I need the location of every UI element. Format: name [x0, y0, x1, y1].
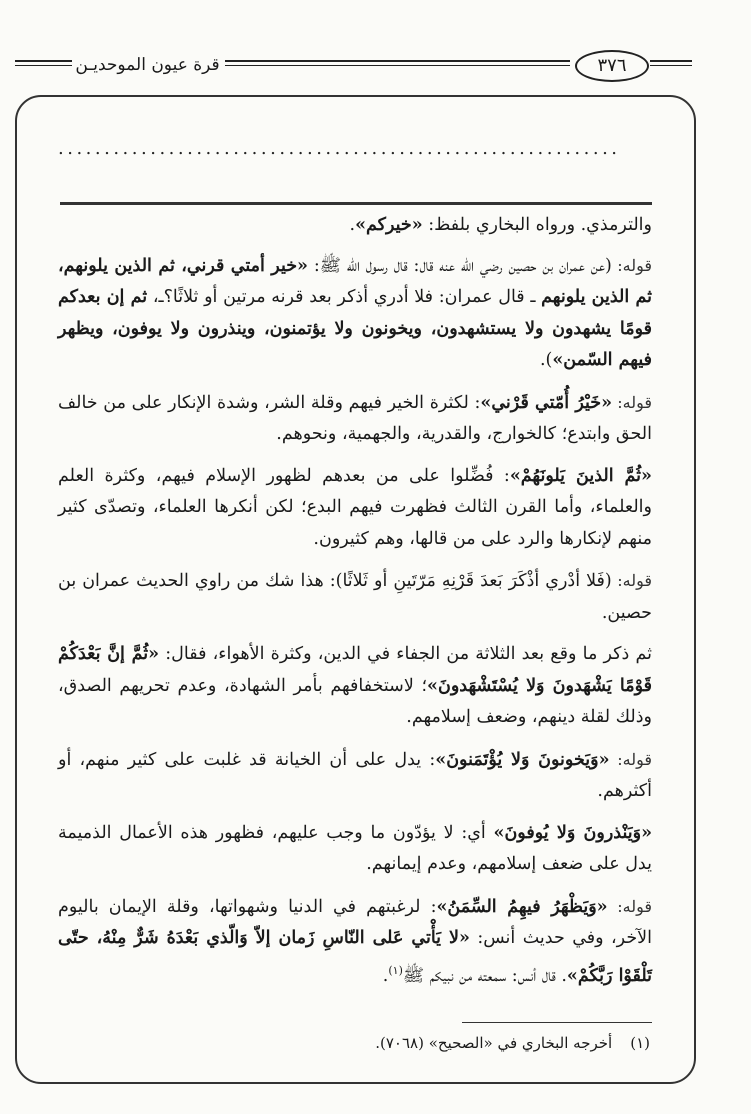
text: .	[382, 965, 389, 986]
lead-word: قوله:	[612, 392, 652, 412]
text: : لرغبتهم في الدنيا وشهواتها، وقلة الإيمان باليوم الآخر، وفي حديث أنس:	[58, 896, 652, 948]
body-text	[58, 210, 652, 1002]
text: ثم ذكر ما وقع بعد الثلاثة من الجفاء في الدين، وكثرة الأهواء، فقال:	[159, 644, 652, 664]
lead-word: قوله:	[609, 749, 652, 769]
hadith-quote: ثم إن بعدكم قومًا يشهدون ولا يستشهدون، ويخونون ولا يؤتمنون، وينذرون ولا يوفون، ويظهر فيهم السّمن»	[58, 287, 652, 370]
footnote-number: (١)	[630, 1034, 650, 1052]
paragraph	[58, 818, 652, 881]
hadith-quote: «لا يَأْتي عَلى النّاسِ زَمان إلاّ وَالّذي بَعْدَهُ شَرٌّ مِنْهُ، حتّى تَلْقَوْا رَبَّكُمْ»	[58, 928, 652, 986]
lead-word: قوله:	[611, 571, 653, 590]
text: أي: لا يؤدّون ما وجب عليهم، فظهور هذه الأعمال الذميمة يدل على ضعف إسلامهم، وعدم إيمانهم.	[58, 822, 652, 874]
paragraph	[58, 744, 652, 808]
lead-word: قوله:	[611, 255, 653, 275]
text: ).	[539, 350, 553, 370]
quote: «ثُمَّ إنَّ بَعْدَكُمْ قَوْمًا يَشْهَدونَ وَلا يُسْتَشْهَدونَ»	[58, 644, 652, 696]
text: والترمذي. ورواه البخاري بلفظ:	[422, 215, 652, 235]
quote: «وَيَظْهَرُ فيهِمُ السِّمَنُ»	[436, 896, 608, 917]
paragraph	[58, 210, 652, 242]
text: ـ قال عمران: فلا أدري أذكر بعد قرنه مرتين أو ثلاثًا؟ـ،	[147, 287, 542, 307]
paragraph	[58, 891, 652, 992]
text: . قال أنس: سمعته من نبيكم ﷺ	[402, 965, 567, 986]
paragraph	[58, 565, 652, 629]
quote: «وَيَنْذرونَ وَلا يُوفونَ»	[493, 822, 653, 843]
text: (فَلا أدْري أذْكَرَ بَعدَ قَرْنِهِ مَرّتَينِ أو ثَلاثًا): هذا شك من راوي الحديث عمران بن حصين.	[58, 571, 652, 623]
footnote-rule	[462, 1022, 652, 1023]
quote: «وَيَخونونَ وَلا يُؤْتَمَنونَ»	[435, 749, 610, 770]
text: (عن عمران بن حصين رضي الله عنه قال: قال رسول الله ﷺ:	[307, 255, 612, 276]
text: ؛ لاستخفافهم بأمر الشهادة، وعدم تحريهم الصدق، وذلك لقلة دينهم، وضعف إسلامهم.	[58, 675, 652, 727]
paragraph	[58, 387, 652, 451]
paragraph	[58, 250, 652, 377]
text: .	[349, 215, 356, 235]
separator-rule	[60, 202, 652, 205]
book-title: قرة عيون الموحديـن	[75, 55, 220, 75]
header-rule	[15, 65, 72, 66]
header-rule	[650, 65, 692, 66]
text: : يدل على أن الخيانة قد غلبت على كثير منهم، أو أكثرهم.	[58, 749, 652, 801]
footnote-text: أخرجه البخاري في «الصحيح» (٧٠٦٨).	[375, 1034, 613, 1052]
header-rule	[15, 60, 72, 62]
hadith-quote: «خير أمتي قرني، ثم الذين يلونهم، ثم الذين يلونهم	[58, 255, 652, 307]
header-rule	[225, 60, 570, 62]
page-number: ٣٧٦	[575, 50, 649, 82]
paragraph	[58, 461, 652, 556]
quote: «خَيْرُ أُمّتي قَرْني»	[480, 392, 613, 413]
paragraph	[58, 639, 652, 734]
header-rule	[650, 60, 692, 62]
footnote-marker[interactable]: (١)	[388, 963, 403, 977]
quote: «ثُمَّ الذينَ يَلونَهُمْ»	[509, 465, 652, 486]
text: : لكثرة الخير فيهم وقلة الشر، وشدة الإنكار على من خالف الحق وابتدع؛ كالخوارج، والقدرية، والجهمية، ونحوهم.	[58, 392, 652, 444]
header-rule	[225, 65, 570, 66]
text: : فُضِّلوا على من بعدهم لظهور الإسلام فيهم، وكثرة العلم والعلماء، وأما القرن الثالث فظهرت فيهم البدع؛ لكن أنكرها العلماء، وتصدّى كثير منهم لإنكارها والرد على من قالها، وهم كثيرون.	[58, 465, 652, 549]
quote: «خيركم»	[355, 215, 423, 235]
separator-dots: .............................................................	[58, 138, 621, 158]
footnote	[58, 1030, 650, 1056]
lead-word: قوله:	[607, 896, 652, 916]
